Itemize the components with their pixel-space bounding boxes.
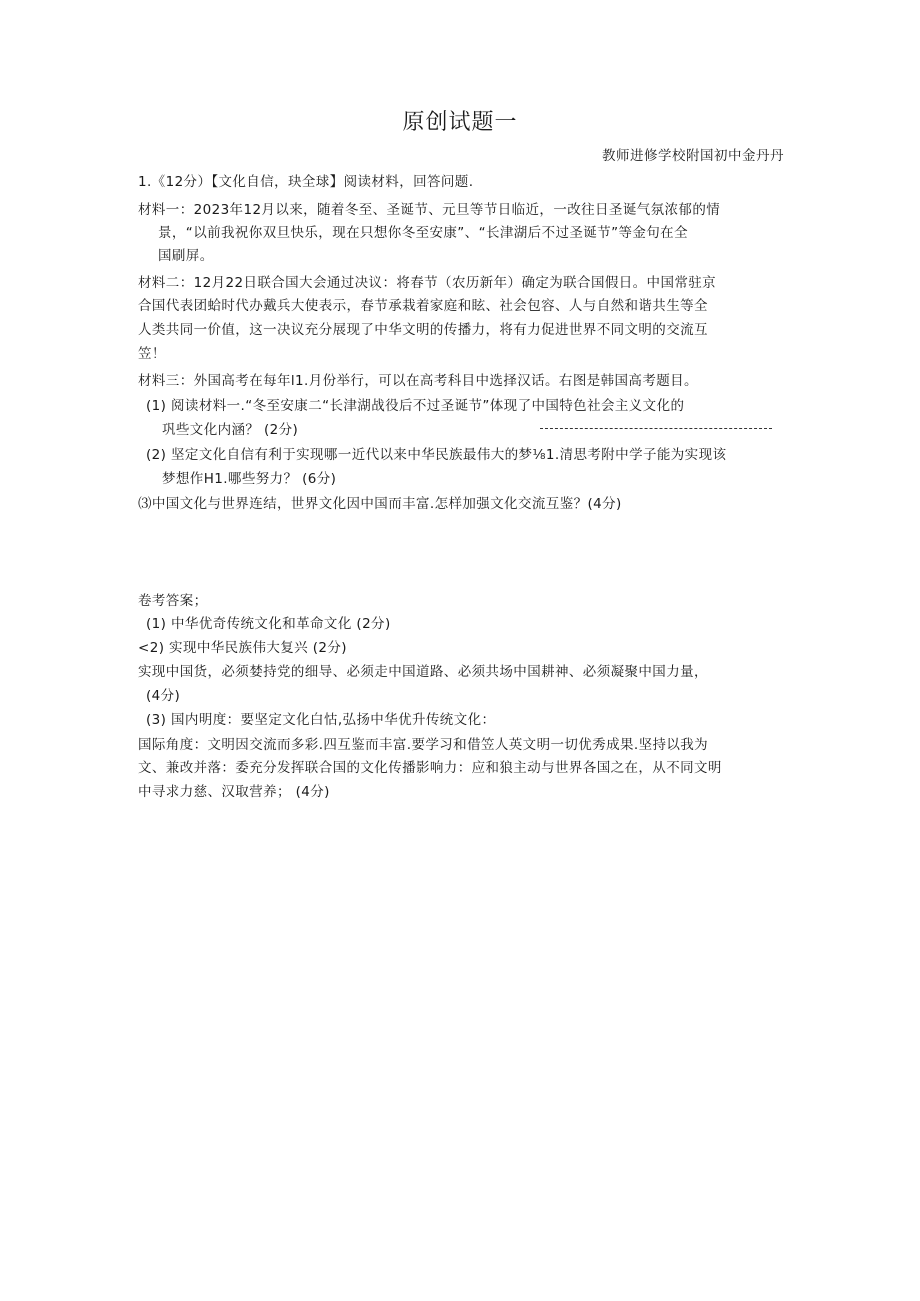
material-two-line-1: 材料二：12月22日联合国大会通过决议：将春节（农历新年）确定为联合国假日。中国常驻京 xyxy=(138,275,717,291)
answer-2-detail-line-1: 实现中国货，必须婪持党的细导、必须走中国道路、必须共场中国耕神、必须凝聚中国力量， xyxy=(138,664,708,680)
sub-question-3-line: ⑶中国文化与世界连结，世界文化因中国而丰富.怎样加强文化交流互鉴？(4分) xyxy=(138,496,622,512)
answer-3-line-1: (3) 国内明度：要坚定文化白怙,弘扬中华优升传统文化： xyxy=(146,712,496,728)
material-one-line-3: 国刷屏。 xyxy=(158,248,214,264)
answer-heading: 卷考答案； xyxy=(138,593,208,609)
sub-question-1-line-1: (1) 阅读材料一.“冬至安康二“长津湖战役后不过圣诞节”体现了中国特色社会主义文化的 xyxy=(146,398,685,414)
answer-2: <2) 实现中华民族伟大复兴 (2分) xyxy=(138,640,347,656)
answer-1: (1) 中华优奇传统文化和革命文化 (2分) xyxy=(146,616,391,632)
sub-question-2-line-1: (2) 坚定文化自信有利于实现哪一近代以来中华民族最伟大的梦⅛1.清思考附中学子能为实现该 xyxy=(146,447,727,463)
material-two-line-2: 合国代表团蛤时代办戴兵大使表示，春节承栽着家庭和眩、社会包容、人与自然和谐共生等全 xyxy=(138,298,708,314)
answer-3-line-2: 国际角度：文明因交流而多彩.四互鉴而丰富.要学习和借笠人英文明一切优秀成果.坚持以我为 xyxy=(138,737,709,753)
material-three-line: 材料三：外国高考在每年l1.月份举行，可以在高考科目中选择汉话。右图是韩国高考题目。 xyxy=(138,373,698,389)
answer-3-line-4: 中寻求力慈、汉取营养； (4分) xyxy=(138,784,330,800)
answer-3-line-3: 文、兼改并落：委充分发挥联合国的文化传播影响力：应和狼主动与世界各国之在，从不同文明 xyxy=(138,760,722,776)
sub-question-2-line-2: 梦想作H1.哪些努力？ (6分) xyxy=(162,471,337,487)
material-one-line-2: 景，“以前我祝你双旦快乐，现在只想你冬至安康”、“长津湖后不过圣诞节”等金句在全 xyxy=(158,225,688,241)
page-title: 原创试题一 xyxy=(402,110,518,135)
author-line: 教师进修学校附国初中金丹丹 xyxy=(602,148,784,164)
material-two-line-3: 人类共同一价值，这一决议充分展现了中华文明的传播力，将有力促进世界不同文明的交流互 xyxy=(138,322,708,338)
material-two-line-4: 笠！ xyxy=(138,346,166,362)
answer-2-detail-line-2: (4分) xyxy=(146,688,181,704)
answer-blank-line xyxy=(540,428,772,429)
question-heading: 1.《12分）【文化自信，玦全球】阅读材料，回答问题. xyxy=(138,174,474,190)
sub-question-1-line-2: 巩些文化内涵？ (2分) xyxy=(162,422,299,438)
material-one-line-1: 材料一：2023年12月以来，随着冬至、圣诞节、元旦等节日临近，一改往日圣诞气氛浓郁的情 xyxy=(138,202,721,218)
